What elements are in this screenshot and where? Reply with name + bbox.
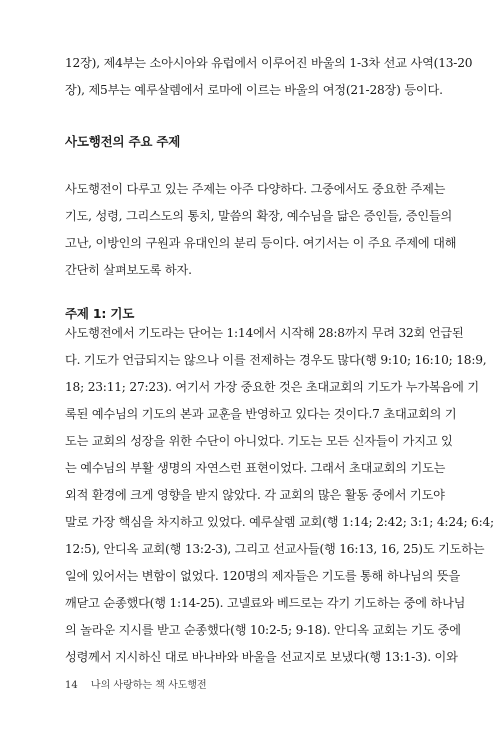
text-line: 사도행전에서 기도라는 단어는 1:14에서 시작해 28:8까지 무려 32회 언급된 [65, 326, 464, 340]
text-line: 록된 예수님의 기도의 본과 교훈을 반영하고 있다는 것이다.7 초대교회의 기 [65, 407, 457, 421]
text-line: 간단히 살펴보도록 하자. [65, 263, 192, 277]
text-line: 고난, 이방인의 구원과 유대인의 분리 등이다. 여기서는 이 주요 주제에 대해 [65, 236, 457, 250]
text-line: 기도, 성령, 그리스도의 통치, 말씀의 확장, 예수님을 닮은 증인들, 증인들의 [65, 209, 453, 223]
page-footer [65, 676, 207, 691]
text-line: 외적 환경에 크게 영향을 받지 않았다. 각 교회의 많은 활동 중에서 기도야 [65, 488, 445, 502]
text-line: 18; 23:11; 27:23). 여기서 가장 중요한 것은 초대교회의 기도가 누가복음에 기 [65, 380, 479, 394]
section-paragraph [65, 176, 457, 284]
page-number: 14 [65, 680, 78, 691]
text-line: 도는 교회의 성장을 위한 수단이 아니었다. 기도는 모든 신자들이 가지고 있 [65, 434, 453, 448]
intro-paragraph [65, 50, 473, 104]
text-line: 12장), 제4부는 소아시아와 유럽에서 이루어진 바울의 1-3차 선교 사역(13-20 [65, 56, 473, 70]
text-line: 다. 기도가 언급되지는 않으나 이를 전제하는 경우도 많다(행 9:10; 16:10; 18:9, [65, 353, 487, 367]
subsection-title: 주제 1: 기도 [65, 306, 135, 321]
text-line: 일에 있어서는 변함이 없었다. 120명의 제자들은 기도를 통해 하나님의 뜻을 [65, 569, 461, 583]
text-line: 깨닫고 순종했다(행 1:14-25). 고넬료와 베드로는 각기 기도하는 중에 하나님 [65, 596, 466, 610]
text-line: 장), 제5부는 예루살렘에서 로마에 이르는 바울의 여정(21-28장) 등이다. [65, 83, 443, 97]
text-line: 사도행전이 다루고 있는 주제는 아주 다양하다. 그중에서도 중요한 주제는 [65, 182, 446, 196]
text-line: 의 놀라운 지시를 받고 순종했다(행 10:2-5; 9-18). 안디옥 교회는 기도 중에 [65, 623, 461, 637]
book-title: 나의 사랑하는 책 사도행전 [90, 680, 207, 691]
text-line: 말로 가장 핵심을 차지하고 있었다. 예루살렘 교회(행 1:14; 2:42; 3:1; 4:24; 6:4; [65, 515, 494, 529]
section-title: 사도행전의 주요 주제 [65, 134, 181, 149]
body-paragraph [65, 320, 494, 671]
text-line: 는 예수님의 부활 생명의 자연스런 표현이었다. 그래서 초대교회의 기도는 [65, 461, 446, 475]
text-line: 12:5), 안디옥 교회(행 13:2-3), 그리고 선교사들(행 16:13, 16, 25)도 기도하는 [65, 542, 485, 556]
text-line: 성령께서 지시하신 대로 바나바와 바울을 선교지로 보냈다(행 13:1-3). 이와 [65, 650, 458, 664]
